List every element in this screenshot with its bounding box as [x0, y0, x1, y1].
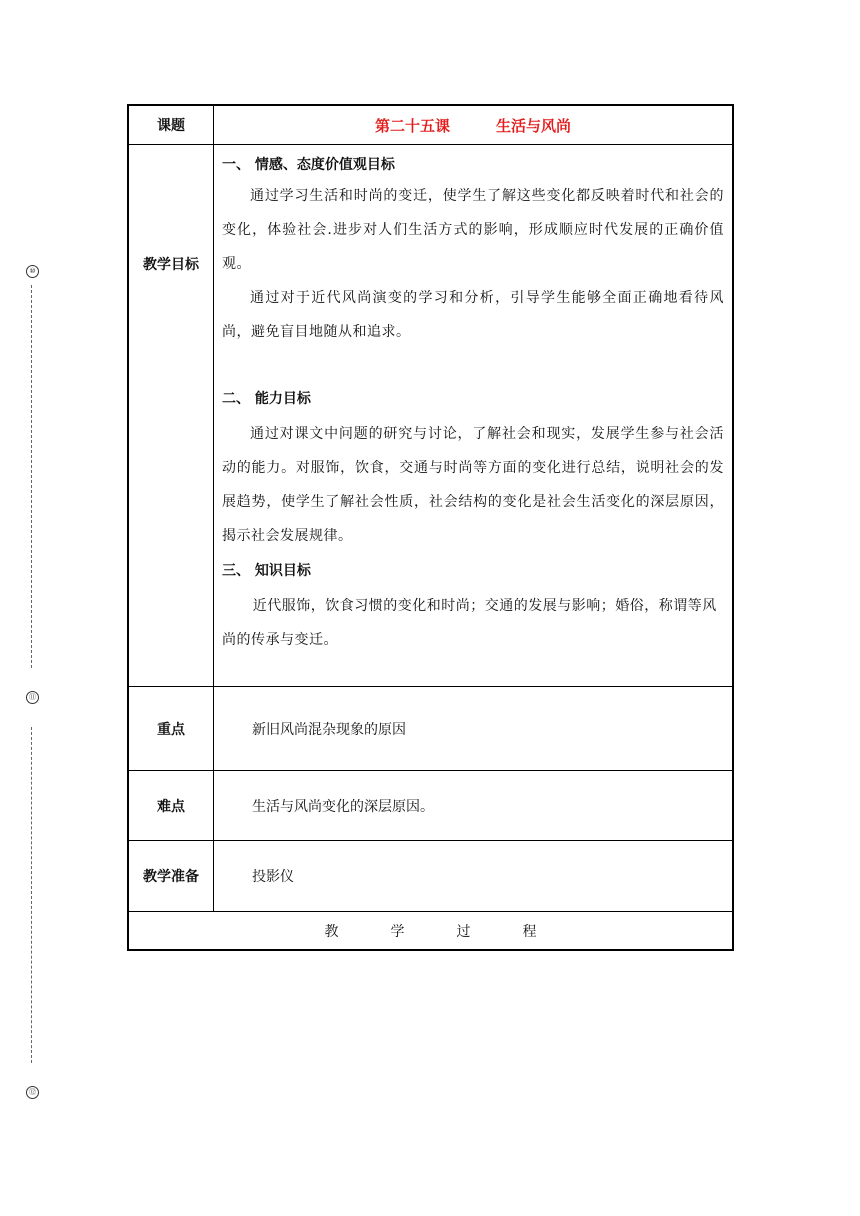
title-label: 课题 [129, 106, 214, 144]
goal-paragraph: 近代服饰，饮食习惯的变化和时尚；交通的发展与影响；婚俗，称谓等风尚的传承与变迁。 [222, 598, 717, 648]
preparation-label: 教学准备 [129, 841, 214, 911]
process-char: 过 [456, 923, 471, 940]
goals-cell [214, 145, 732, 686]
title-cell [214, 106, 732, 144]
goal-paragraph: 通过对课文中问题的研究与讨论，了解社会和现实，发展学生参与社会活动的能力。对服饰，饮食，交通与时尚等方面的变化进行总结，说明社会的发展趋势，使学生了解社会性质，社会结构的变化是社会生活变化的深层原因，揭示社会发展规律。 [222, 426, 724, 544]
goals-label: 教学目标 [129, 145, 214, 686]
binding-mark-11: ⑪ [26, 691, 39, 704]
preparation-row [129, 841, 732, 912]
process-char: 教 [324, 923, 339, 940]
key-point-text: 新旧风尚混杂现象的原因 [252, 721, 406, 738]
difficulty-label: 难点 [129, 771, 214, 840]
binding-dashed-line [31, 285, 32, 668]
lesson-title [214, 106, 732, 144]
title-row [129, 106, 732, 145]
process-char: 学 [390, 923, 405, 940]
lesson-number: 第二十五课 [374, 116, 450, 135]
key-point-row [129, 687, 732, 771]
lesson-plan-table [127, 104, 734, 951]
binding-dashed-line [31, 727, 32, 1063]
goals-row [129, 145, 732, 687]
teaching-process-row [129, 912, 732, 949]
section-heading-ability: 二、 能力目标 [222, 391, 311, 407]
goal-paragraph: 通过对于近代风尚演变的学习和分析，引导学生能够全面正确地看待风尚，避免盲目地随从和追求。 [222, 290, 724, 340]
section-heading-knowledge: 三、 知识目标 [222, 563, 311, 579]
process-char: 程 [522, 923, 537, 940]
preparation-text: 投影仪 [252, 869, 294, 885]
difficulty-row [129, 771, 732, 841]
key-point-label: 重点 [129, 687, 214, 770]
lesson-name: 生活与风尚 [496, 116, 572, 135]
goal-paragraph: 通过学习生活和时尚的变迁，使学生了解这些变化都反映着时代和社会的变化，体验社会.进步对人们生活方式的影响，形成顺应时代发展的正确价值观。 [222, 188, 724, 272]
binding-mark-10: ⑩ [26, 265, 39, 278]
binding-mark-12: ⑫ [26, 1086, 39, 1099]
teaching-process-heading [129, 912, 732, 949]
difficulty-text: 生活与风尚变化的深层原因。 [252, 798, 434, 815]
section-heading-attitude: 一、 情感、态度价值观目标 [222, 157, 395, 173]
